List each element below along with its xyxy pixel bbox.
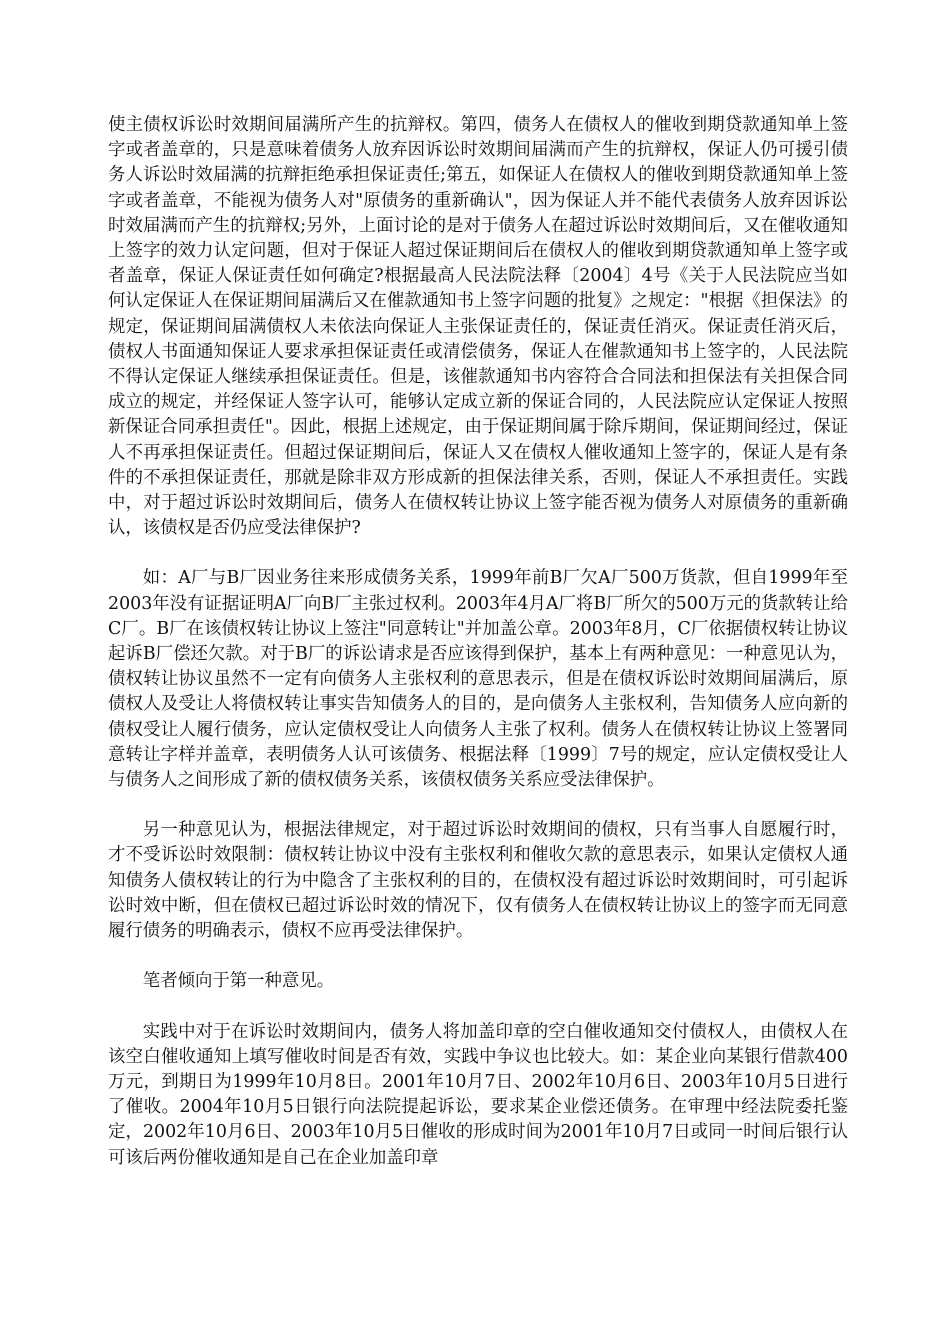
- paragraph-second-opinion: 另一种意见认为，根据法律规定，对于超过诉讼时效期间的债权，只有当事人自愿履行时，才不受诉讼时效限制：债权转让协议中没有主张权利和催收欠款的意思表示，如果认定债权人通知债务人债权转让的行为中隐含了主张权利的目的，在债权没有超过诉讼时效期间时，可引起诉讼时效中断，但在债权已超过诉讼时效的情况下，仅有债务人在债权转让协议上的签字而无同意履行债务的明确表示，债权不应再受法律保护。: [108, 820, 848, 942]
- paragraph-continuation: 使主债权诉讼时效期间届满所产生的抗辩权。第四，债务人在债权人的催收到期贷款通知单上签字或者盖章的，只是意味着债务人放弃因诉讼时效期间届满而产生的抗辩权，保证人仍可援引债务人诉讼时效届满的抗辩拒绝承担保证责任;第五，如保证人在债权人的催收到期贷款通知单上签字或者盖章，不能视为债务人对"原债务的重新确认"，因为保证人并不能代表债务人放弃因诉讼时效届满而产生的抗辩权;另外，上面讨论的是对于债务人在超过诉讼时效期间后，又在催收通知上签字的效力认定问题，但对于保证人超过保证期间后在债权人的催收到期贷款通知单上签字或者盖章，保证人保证责任如何确定?根据最高人民法院法释〔2004〕4号《关于人民法院应当如何认定保证人在保证期间届满后又在催款通知书上签字问题的批复》之规定："根据《担保法》的规定，保证期间届满债权人未依法向保证人主张保证责任的，保证责任消灭。保证责任消灭后，债权人书面通知保证人要求承担保证责任或清偿债务，保证人在催款通知书上签字的，人民法院不得认定保证人继续承担保证责任。但是，该催款通知书内容符合合同法和担保法有关担保合同成立的规定，并经保证人签字认可，能够认定成立新的保证合同的，人民法院应认定保证人按照新保证合同承担责任"。因此，根据上述规定，由于保证期间属于除斥期间，保证期间经过，保证人不再承担保证责任。但超过保证期间后，保证人又在债权人催收通知上签字的，保证人是有条件的不承担保证责任，那就是除非双方形成新的担保法律关系，否则，保证人不承担责任。实践中，对于超过诉讼时效期间后，债务人在债权转让协议上签字能否视为债务人对原债务的重新确认，该债权是否仍应受法律保护?: [108, 115, 848, 539]
- document-body: [108, 113, 848, 1171]
- paragraph-author-view: 笔者倾向于第一种意见。: [142, 971, 335, 992]
- paragraph-blank-notice-practice: 实践中对于在诉讼时效期间内，债务人将加盖印章的空白催收通知交付债权人，由债权人在该空白催收通知上填写催收时间是否有效，实践中争议也比较大。如：某企业向某银行借款400万元，到期日为1999年10月8日。2001年10月7日、2002年10月6日、2003年10月5日进行了催收。2004年10月5日银行向法院提起诉讼，要求某企业偿还债务。在审理中经法院委托鉴定，2002年10月6日、2003年10月5日催收的形成时间为2001年10月7日或同一时间后银行认可该后两份催收通知是自己在企业加盖印章: [108, 1021, 848, 1168]
- paragraph-example-case: 如：A厂与B厂因业务往来形成债务关系，1999年前B厂欠A厂500万货款，但自1999年至2003年没有证据证明A厂向B厂主张过权利。2003年4月A厂将B厂所欠的500万元的货款转让给C厂。B厂在该债权转让协议上签注"同意转让"并加盖公章。2003年8月，C厂依据债权转让协议起诉B厂偿还欠款。对于B厂的诉讼请求是否应该得到保护，基本上有两种意见：一种意见认为，债权转让协议虽然不一定有向债务人主张权利的意思表示，但是在债权诉讼时效期间届满后，原债权人及受让人将债权转让事实告知债务人的目的，是向债务人主张权利，告知债务人应向新的债权受让人履行债务，应认定债权受让人向债务人主张了权利。债务人在债权转让协议上签署同意转让字样并盖章，表明债务人认可该债务、根据法释〔1999〕7号的规定，应认定债权受让人与债务人之间形成了新的债权债务关系，该债权债务关系应受法律保护。: [108, 568, 848, 791]
